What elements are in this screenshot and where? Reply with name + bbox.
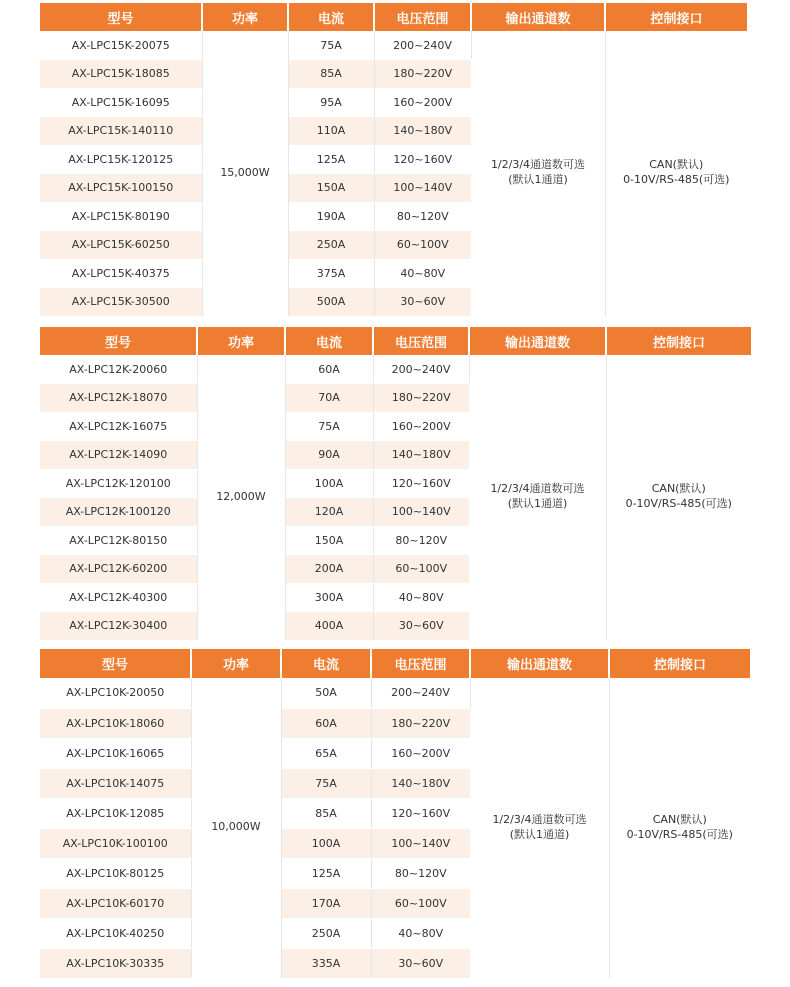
current-cell: 190A <box>288 202 374 231</box>
channels-line: (默认1通道) <box>509 827 570 841</box>
model-cell: AX-LPC10K-60170 <box>40 888 191 918</box>
control-cell <box>605 31 747 316</box>
model-cell: AX-LPC12K-80150 <box>40 526 197 555</box>
voltage-cell: 30~60V <box>374 288 471 317</box>
header-voltage: 电压范围 <box>373 327 469 355</box>
current-cell: 400A <box>285 612 373 641</box>
spec-table-15k <box>40 3 747 317</box>
header-model: 型号 <box>40 3 202 31</box>
channels-line: (默认1通道) <box>507 497 568 511</box>
voltage-cell: 160~200V <box>373 412 469 441</box>
header-model: 型号 <box>40 649 191 678</box>
control-line: CAN(默认) <box>651 482 706 496</box>
header-row <box>40 327 751 355</box>
current-cell: 60A <box>285 355 373 384</box>
current-cell: 100A <box>285 469 373 498</box>
header-control: 控制接口 <box>609 649 750 678</box>
voltage-cell: 120~160V <box>374 145 471 174</box>
model-cell: AX-LPC15K-100150 <box>40 174 202 203</box>
power-cell: 15,000W <box>202 31 288 316</box>
voltage-cell: 30~60V <box>373 612 469 641</box>
header-current: 电流 <box>288 3 374 31</box>
voltage-cell: 40~80V <box>373 583 469 612</box>
header-channels: 输出通道数 <box>470 649 609 678</box>
current-cell: 100A <box>281 828 371 858</box>
voltage-cell: 60~100V <box>373 555 469 584</box>
control-line: CAN(默认) <box>652 812 707 826</box>
model-cell: AX-LPC12K-60200 <box>40 555 197 584</box>
voltage-cell: 140~180V <box>374 117 471 146</box>
voltage-cell: 120~160V <box>371 798 470 828</box>
header-model: 型号 <box>40 327 197 355</box>
control-line: CAN(默认) <box>649 158 704 172</box>
current-cell: 120A <box>285 498 373 527</box>
header-power: 功率 <box>202 3 288 31</box>
current-cell: 375A <box>288 259 374 288</box>
channels-line: (默认1通道) <box>508 173 568 187</box>
model-cell: AX-LPC10K-16065 <box>40 738 191 768</box>
control-line: 0-10V/RS-485(可选) <box>626 827 733 841</box>
model-cell: AX-LPC12K-18070 <box>40 384 197 413</box>
current-cell: 250A <box>288 231 374 260</box>
control-cell <box>606 355 751 640</box>
current-cell: 90A <box>285 441 373 470</box>
control-line: 0-10V/RS-485(可选) <box>623 173 730 187</box>
model-cell: AX-LPC12K-16075 <box>40 412 197 441</box>
channels-line: 1/2/3/4通道数可选 <box>490 158 586 172</box>
header-channels: 输出通道数 <box>469 327 606 355</box>
voltage-cell: 80~120V <box>374 202 471 231</box>
voltage-cell: 180~220V <box>373 384 469 413</box>
current-cell: 110A <box>288 117 374 146</box>
header-control: 控制接口 <box>606 327 751 355</box>
current-cell: 95A <box>288 88 374 117</box>
model-cell: AX-LPC10K-40250 <box>40 918 191 948</box>
voltage-cell: 180~220V <box>371 708 470 738</box>
voltage-cell: 80~120V <box>371 858 470 888</box>
table-row <box>40 355 751 384</box>
power-cell: 12,000W <box>197 355 285 640</box>
current-cell: 85A <box>288 60 374 89</box>
current-cell: 60A <box>281 708 371 738</box>
channels-line: 1/2/3/4通道数可选 <box>492 812 587 826</box>
voltage-cell: 80~120V <box>373 526 469 555</box>
voltage-cell: 200~240V <box>374 31 471 60</box>
model-cell: AX-LPC12K-14090 <box>40 441 197 470</box>
voltage-cell: 140~180V <box>373 441 469 470</box>
header-power: 功率 <box>197 327 285 355</box>
model-cell: AX-LPC10K-20050 <box>40 678 191 708</box>
model-cell: AX-LPC10K-14075 <box>40 768 191 798</box>
voltage-cell: 100~140V <box>371 828 470 858</box>
table-row <box>40 678 750 708</box>
voltage-cell: 40~80V <box>371 918 470 948</box>
model-cell: AX-LPC15K-16095 <box>40 88 202 117</box>
current-cell: 170A <box>281 888 371 918</box>
channels-cell <box>471 31 605 316</box>
current-cell: 125A <box>281 858 371 888</box>
current-cell: 150A <box>285 526 373 555</box>
current-cell: 75A <box>288 31 374 60</box>
model-cell: AX-LPC15K-60250 <box>40 231 202 260</box>
voltage-cell: 100~140V <box>373 498 469 527</box>
voltage-cell: 200~240V <box>371 678 470 708</box>
model-cell: AX-LPC12K-120100 <box>40 469 197 498</box>
current-cell: 85A <box>281 798 371 828</box>
current-cell: 500A <box>288 288 374 317</box>
model-cell: AX-LPC12K-20060 <box>40 355 197 384</box>
header-channels: 输出通道数 <box>471 3 605 31</box>
current-cell: 150A <box>288 174 374 203</box>
current-cell: 65A <box>281 738 371 768</box>
header-current: 电流 <box>285 327 373 355</box>
model-cell: AX-LPC15K-120125 <box>40 145 202 174</box>
voltage-cell: 30~60V <box>371 948 470 978</box>
spec-table-10k <box>40 649 750 979</box>
model-cell: AX-LPC12K-40300 <box>40 583 197 612</box>
header-voltage: 电压范围 <box>374 3 471 31</box>
header-current: 电流 <box>281 649 371 678</box>
model-cell: AX-LPC10K-80125 <box>40 858 191 888</box>
power-cell: 10,000W <box>191 678 281 978</box>
voltage-cell: 200~240V <box>373 355 469 384</box>
voltage-cell: 100~140V <box>374 174 471 203</box>
header-row <box>40 649 750 678</box>
model-cell: AX-LPC15K-40375 <box>40 259 202 288</box>
current-cell: 125A <box>288 145 374 174</box>
control-line: 0-10V/RS-485(可选) <box>625 497 732 511</box>
header-row <box>40 3 747 31</box>
model-cell: AX-LPC10K-18060 <box>40 708 191 738</box>
model-cell: AX-LPC15K-80190 <box>40 202 202 231</box>
current-cell: 200A <box>285 555 373 584</box>
model-cell: AX-LPC15K-140110 <box>40 117 202 146</box>
channels-line: 1/2/3/4通道数可选 <box>490 482 585 496</box>
model-cell: AX-LPC10K-100100 <box>40 828 191 858</box>
voltage-cell: 60~100V <box>371 888 470 918</box>
current-cell: 250A <box>281 918 371 948</box>
header-control: 控制接口 <box>605 3 747 31</box>
model-cell: AX-LPC15K-20075 <box>40 31 202 60</box>
current-cell: 300A <box>285 583 373 612</box>
model-cell: AX-LPC12K-100120 <box>40 498 197 527</box>
voltage-cell: 120~160V <box>373 469 469 498</box>
model-cell: AX-LPC10K-30335 <box>40 948 191 978</box>
spec-table-12k <box>40 327 751 641</box>
voltage-cell: 60~100V <box>374 231 471 260</box>
current-cell: 335A <box>281 948 371 978</box>
current-cell: 50A <box>281 678 371 708</box>
current-cell: 75A <box>281 768 371 798</box>
voltage-cell: 40~80V <box>374 259 471 288</box>
header-power: 功率 <box>191 649 281 678</box>
voltage-cell: 160~200V <box>374 88 471 117</box>
current-cell: 75A <box>285 412 373 441</box>
header-voltage: 电压范围 <box>371 649 470 678</box>
model-cell: AX-LPC12K-30400 <box>40 612 197 641</box>
voltage-cell: 160~200V <box>371 738 470 768</box>
channels-cell <box>469 355 606 640</box>
current-cell: 70A <box>285 384 373 413</box>
model-cell: AX-LPC10K-12085 <box>40 798 191 828</box>
model-cell: AX-LPC15K-30500 <box>40 288 202 317</box>
control-cell <box>609 678 750 978</box>
table-row <box>40 31 747 60</box>
voltage-cell: 180~220V <box>374 60 471 89</box>
channels-cell <box>470 678 609 978</box>
model-cell: AX-LPC15K-18085 <box>40 60 202 89</box>
voltage-cell: 140~180V <box>371 768 470 798</box>
